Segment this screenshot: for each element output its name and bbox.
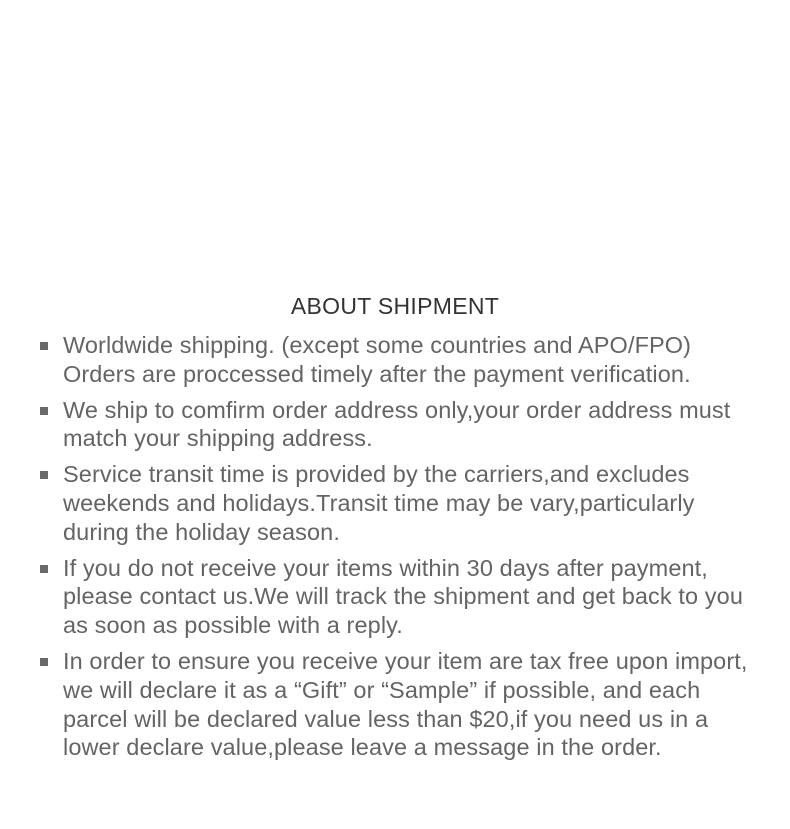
shipment-title: ABOUT SHIPMENT bbox=[290, 293, 500, 319]
shipment-list bbox=[0, 331, 790, 762]
list-item-text: Service transit time is provided by the carriers,and excludes weekends and holidays.Transit time may be vary,particularly during the holiday season. bbox=[63, 461, 695, 545]
square-bullet-icon bbox=[40, 342, 48, 350]
square-bullet-icon bbox=[40, 471, 48, 479]
list-item-text: Worldwide shipping. (except some countries and APO/FPO) Orders are proccessed timely after the payment verification. bbox=[63, 332, 692, 387]
square-bullet-icon bbox=[40, 565, 48, 573]
list-item bbox=[40, 331, 764, 389]
list-item-text: In order to ensure you receive your item are tax free upon import, we will declare it as a “Gift” or “Sample” if possible, and each parcel will be declared value less than $20,if you need us in a lower declare value,please leave a message in the order. bbox=[63, 647, 748, 761]
list-item-text: We ship to comfirm order address only,your order address must match your shipping address. bbox=[63, 396, 731, 452]
square-bullet-icon bbox=[40, 407, 48, 415]
list-item bbox=[40, 554, 764, 640]
square-bullet-icon bbox=[40, 658, 48, 666]
list-item bbox=[40, 647, 764, 762]
list-item bbox=[40, 396, 764, 454]
list-item bbox=[40, 460, 764, 546]
list-item-text: If you do not receive your items within 30 days after payment, please contact us.We will track the shipment and get back to you as soon as possible with a reply. bbox=[63, 554, 743, 639]
